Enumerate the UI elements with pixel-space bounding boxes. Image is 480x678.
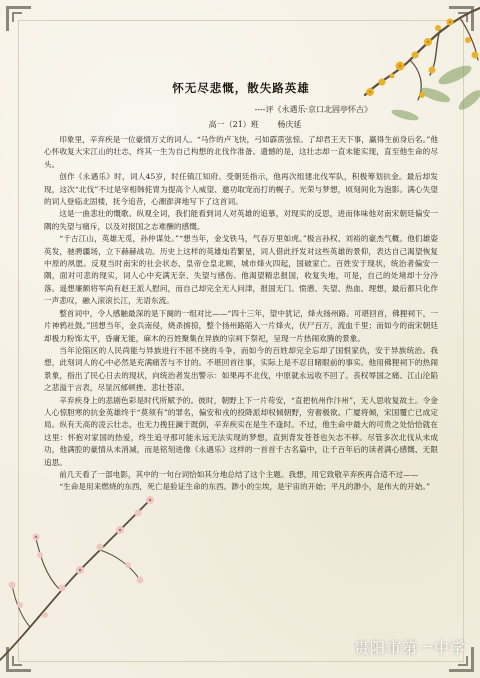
byline-class: 高一（21）班: [208, 120, 259, 129]
byline-author: 杨庆延: [277, 120, 302, 129]
paragraph-4: “千古江山，英雄无觅，孙仲谋处。”“想当年，金戈铁马，气吞万里如虎。”极言孙权、刘裕的豪杰气概。他们雄姿英发，驰骋疆场，立下赫赫战功。历史上这样的英雄灿若繁星，词人借此抒发对这些英雄的景仰，表达自己渴望恢复中原的夙愿。反观当时南宋的社会状态，皇帝仓皇北顾，城市烽火四起，国破家亡。百姓安于现状，统治者偏安一隅，面对可悲的现实，词人心中充满无奈、失望与感伤。他渴望精忠报国，收复失地，可是，自己的处境却十分冷落。遥想廉颇将军尚有赵王派人慰问，而自己却完全无人问津，报国无门。愤懑、失望、热血、理想，最后都只化作一声悲叹，融入滚滚长江，无语东流。: [44, 234, 438, 306]
byline: [44, 119, 438, 131]
article-body: [44, 80, 438, 494]
paragraph-3: 这是一曲悲壮的慨歌。纵观全词，我们能看到词人对英雄的追慕，对现实的反思，进而体味他对南宋朝廷偏安一隅的失望与痛斥，以及对报国之志难酬的感慨。: [44, 209, 438, 231]
paragraph-5: 整首词中，令人感触最深的是下阕的一组对比——“四十三年，望中犹记，烽火扬州路。可堪回首，佛狸祠下，一片神鸦社鼓。”回想当年，金兵南侵，烧杀掳掠，整个扬州路陷入一片烽火，伏尸百万，流血千里；而如今的南宋朝廷却极力粉饰太平，昏庸无能，麻木的百姓聚集在异族的宗祠下祭祀，呈现一片热闹欢腾的景象。: [44, 308, 438, 343]
article-title: 怀无尽悲慨，散失路英雄: [172, 81, 310, 95]
article-subtitle: ----评《永遇乐·京口北固亭怀古》: [254, 105, 372, 114]
paragraph-7: 辛弃疾身上的悲剧色彩是时代所赋予的。彼时，朝野上下一片苟安，“直把杭州作汴州”，无人思收复故土。令金人心惊胆寒的抗金英雄终于“莫须有”的罪名，偏安和戎的投降派却权倾朝野，穷奢极欲。广厦将倾，宋国覆亡已成定局。纵有天高的凌云壮志，也无力挽狂澜于既倒，辛弃疾实在是生不逢时。不过，他生命中最大的可贵之处恰恰就在这里：怀抱对家国的热爱，终生追寻那可能永远无法实现的梦想，直到背发苍苍也矢志不移。尽管多次北伐从未成功，他满腔的豪情从未消减，而是铭刻进像《永遇乐》这样的一首首千古名篇中，让千百年后的读者满心感慨、无限追思。: [44, 395, 438, 467]
paragraph-9-quote: “生命是用来燃烧的东西，死亡是验证生命的东西。渺小的尘埃，是宇宙的开始；平凡的渺小，是伟大的开始。”: [59, 482, 431, 492]
paragraph-8: 前几天看了一部电影，其中的一句台词恰如其分地总结了这个主题。我想，用它致敬辛弃疾再合适不过——: [59, 469, 419, 479]
paragraph-1: 印象里，辛弃疾是一位豪情万丈的词人。“马作的卢飞快，弓如霹雳弦惊。了却君王天下事，赢得生前身后名。”他心怀收复大宋江山的壮志，终其一生为自己构想的北伐作准备。遗憾的是，这壮志却一直未能实现，直至他生命的尽头。: [44, 135, 438, 169]
school-watermark: 贵阳市第一中学: [353, 639, 466, 657]
corner-ornament-top-left: [6, 6, 31, 31]
paragraph-6: 当年沦陷区的人民尚能与异族进行不屈不挠的斗争，而如今的百姓却完全忘却了国恨家仇，安于异族统治。我想，此刻词人的心中必然是充满痛苦与不甘的。不堪回首往事，实际上是不忍目睹眼前的事实。他用佛狸祠下的热闹景象，指出了民心日去的现状，向统治者发出警示：如果再不北伐，中原就永远收不回了。丧权辱国之痛、江山沦陷之悲溢于言表，尽显沉郁顿挫、悲壮苍凉。: [44, 345, 438, 393]
paragraph-2: 创作《永遇乐》时，词人45岁，时任镇江知府。受朝廷指示，他再次组建北伐军队，积极筹划抗金。最后却发现，这次“北伐”不过是宰相韩侂胄为提高个人威望、邀功取宠而打的幌子。光荣与梦想，顷刻间化为泡影。满心失望的词人登临北固楼，抚今追昔，心潮澎湃地写下了这首词。: [44, 172, 438, 207]
